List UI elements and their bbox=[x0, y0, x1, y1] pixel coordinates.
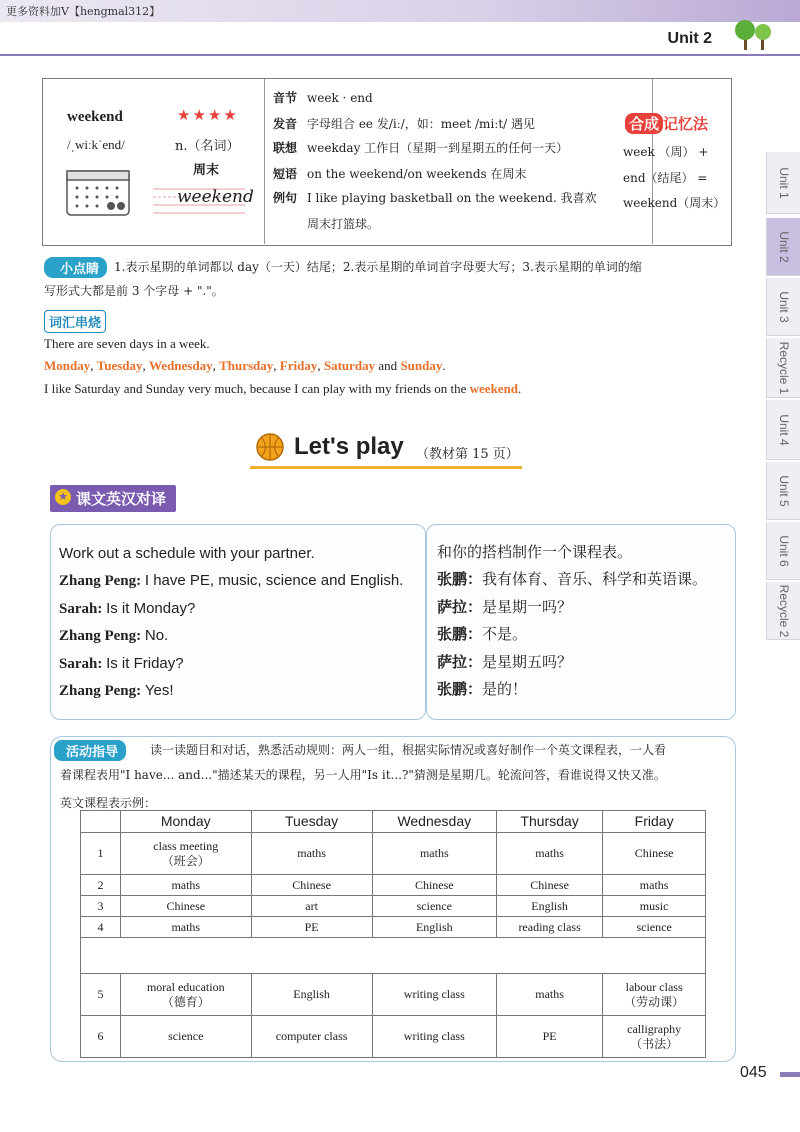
dialog-speaker: Zhang Peng: bbox=[59, 683, 145, 699]
unit-title: Unit 2 bbox=[667, 30, 712, 47]
side-tab-6[interactable] bbox=[766, 462, 800, 520]
day-word: Monday bbox=[44, 358, 91, 373]
schedule-cell-text: calligraphy bbox=[627, 1021, 682, 1036]
schedule-cell-text: PE bbox=[304, 919, 319, 934]
schedule-cell bbox=[496, 917, 602, 938]
dialog-text: 不是。 bbox=[482, 625, 528, 643]
schedule-header-cell: Friday bbox=[603, 811, 706, 833]
days-of-week-line bbox=[44, 358, 446, 374]
word-detail-text: week · end bbox=[307, 91, 373, 105]
schedule-cell bbox=[372, 896, 496, 917]
schedule-cell-text: （劳动课） bbox=[624, 994, 685, 1009]
day-separator: , bbox=[142, 358, 150, 373]
word-detail-label: 例句 bbox=[273, 191, 298, 205]
word-detail-label: 短语 bbox=[273, 167, 298, 181]
day-end: . bbox=[442, 358, 446, 373]
english-dialog-box bbox=[50, 524, 426, 720]
chinese-dialog-line bbox=[437, 678, 527, 699]
schedule-cell-text: Chinese bbox=[414, 877, 454, 892]
english-dialog-line bbox=[59, 627, 168, 645]
english-dialog-line bbox=[59, 572, 403, 590]
side-tab-3[interactable] bbox=[766, 278, 800, 336]
schedule-row bbox=[81, 833, 706, 875]
word-detail-text: I like playing basketball on the weekend. 我喜欢 bbox=[307, 191, 597, 205]
english-dialog-line bbox=[59, 655, 184, 673]
star-icon: ★ bbox=[55, 489, 71, 505]
chinese-dialog-line bbox=[437, 596, 572, 617]
schedule-cell-text: reading class bbox=[518, 919, 581, 934]
word-detail-row bbox=[273, 189, 597, 206]
word-card bbox=[42, 78, 732, 246]
schedule-row bbox=[81, 896, 706, 917]
schedule-row bbox=[81, 974, 706, 1016]
schedule-cell bbox=[251, 974, 372, 1016]
word-detail-text: 周末打篮球。 bbox=[307, 217, 380, 231]
period-number: 5 bbox=[81, 974, 121, 1016]
dialog-speaker: 张鹏： bbox=[437, 570, 483, 588]
side-tab-label: Unit 6 bbox=[776, 534, 791, 567]
schedule-cell bbox=[121, 896, 252, 917]
word-detail-label: 联想 bbox=[273, 141, 298, 155]
vocab-highlight-word: weekend bbox=[469, 381, 519, 396]
dialog-text: Work out a schedule with your partner. bbox=[59, 545, 315, 562]
schedule-cell bbox=[372, 917, 496, 938]
schedule-cell-text: science bbox=[416, 898, 452, 913]
word-part-of-speech: n.（名词） bbox=[175, 139, 240, 154]
schedule-cell-text: maths bbox=[297, 846, 326, 860]
schedule-row bbox=[81, 875, 706, 896]
schedule-cell bbox=[603, 917, 706, 938]
schedule-cell-text: moral education bbox=[146, 979, 225, 994]
dialog-speaker: Zhang Peng: bbox=[59, 628, 145, 644]
lets-play-title: Let's play bbox=[294, 433, 404, 460]
schedule-header-cell bbox=[81, 811, 121, 833]
word-detail-row bbox=[273, 215, 379, 232]
side-tab-label: Recycle 1 bbox=[776, 341, 791, 394]
schedule-cell bbox=[251, 875, 372, 896]
schedule-cell bbox=[496, 875, 602, 896]
side-tab-label: Unit 4 bbox=[776, 413, 791, 446]
dialog-text: 是的！ bbox=[482, 680, 528, 698]
dialog-text: Is it Monday? bbox=[106, 600, 196, 617]
side-tab-7[interactable] bbox=[766, 522, 800, 580]
dialog-speaker: Sarah: bbox=[59, 656, 107, 672]
schedule-table bbox=[80, 810, 706, 1058]
memory-method-title bbox=[625, 113, 708, 134]
schedule-cell-text: （班会） bbox=[161, 853, 210, 868]
day-separator: , bbox=[212, 358, 220, 373]
schedule-cell bbox=[603, 875, 706, 896]
schedule-cell-text: PE bbox=[542, 1029, 557, 1043]
dialog-text: 是星期五吗？ bbox=[482, 653, 573, 671]
page-number: 045 bbox=[740, 1064, 767, 1081]
watermark-text: 更多资料加V【hengmal312】 bbox=[6, 5, 161, 18]
activity-text-line: 读一读题目和对话，熟悉活动规则：两人一组，根据实际情况或喜好制作一个英文课程表，一人看 bbox=[150, 743, 667, 757]
schedule-cell bbox=[121, 974, 252, 1016]
schedule-header-cell: Monday bbox=[121, 811, 252, 833]
schedule-header-cell: Tuesday bbox=[251, 811, 372, 833]
dialog-speaker: 张鹏： bbox=[437, 625, 483, 643]
dialog-text: 我有体育、音乐、科学和英语课。 bbox=[482, 570, 708, 588]
side-tab-label: Recycle 2 bbox=[776, 584, 791, 637]
schedule-cell-text: （德育） bbox=[161, 994, 210, 1009]
english-dialog-line bbox=[59, 600, 195, 618]
side-tab-2[interactable] bbox=[766, 218, 800, 276]
schedule-cell bbox=[251, 1016, 372, 1058]
tip-label: 小点睛 bbox=[44, 257, 107, 278]
side-tab-4[interactable] bbox=[766, 338, 800, 398]
schedule-cell bbox=[251, 833, 372, 875]
schedule-cell bbox=[121, 875, 252, 896]
word-detail-row bbox=[273, 139, 568, 156]
memory-badge: 合成 bbox=[625, 113, 663, 134]
schedule-cell bbox=[251, 917, 372, 938]
dialog-speaker: Sarah: bbox=[59, 601, 107, 617]
english-dialog-line bbox=[59, 682, 174, 700]
day-word: Saturday bbox=[323, 358, 376, 373]
dialog-speaker: Zhang Peng: bbox=[59, 573, 145, 589]
schedule-cell-text: music bbox=[639, 898, 669, 913]
dialog-text: Yes! bbox=[144, 682, 174, 699]
vocab-sentence: There are seven days in a week. bbox=[44, 336, 210, 351]
dialog-text: I have PE, music, science and English. bbox=[144, 572, 404, 589]
chinese-dialog-box bbox=[426, 524, 736, 720]
schedule-cell bbox=[121, 833, 252, 875]
schedule-cell-text: Chinese bbox=[530, 877, 569, 892]
schedule-row bbox=[81, 1016, 706, 1058]
chinese-dialog-line bbox=[437, 651, 572, 672]
schedule-cell-text: writing class bbox=[403, 987, 465, 1001]
star-rating: ★★★★ bbox=[177, 106, 239, 124]
word-detail-text: weekday 工作日（星期一到星期五的任何一天） bbox=[307, 141, 569, 155]
side-tab-1[interactable] bbox=[766, 152, 800, 214]
schedule-cell bbox=[372, 1016, 496, 1058]
day-separator: , bbox=[317, 358, 324, 373]
dialog-speaker: 萨拉： bbox=[437, 598, 483, 616]
word-headword: weekend bbox=[67, 109, 123, 125]
schedule-header-row bbox=[81, 811, 706, 833]
side-tab-8[interactable] bbox=[766, 582, 800, 640]
schedule-cell-text: science bbox=[636, 919, 672, 934]
tip-text-line: 写形式大都是前 3 个字母 + "."。 bbox=[44, 284, 224, 298]
title-underline bbox=[250, 466, 522, 469]
tip-text-line: 1.表示星期的单词都以 day（一天）结尾；2.表示星期的单词首字母要大写；3.表示星期的单词的缩 bbox=[114, 260, 642, 274]
schedule-cell bbox=[496, 1016, 602, 1058]
dialog-text: 是星期一吗？ bbox=[482, 598, 573, 616]
schedule-header-cell: Wednesday bbox=[372, 811, 496, 833]
calendar-icon bbox=[63, 163, 133, 219]
side-tab-label: Unit 1 bbox=[776, 166, 791, 199]
schedule-body bbox=[81, 833, 706, 1058]
tree-icon bbox=[730, 16, 776, 52]
vocab-chain-label: 词汇串烧 bbox=[44, 310, 106, 333]
word-detail-row bbox=[273, 165, 527, 182]
vocab-sentence bbox=[44, 381, 521, 397]
schedule-cell-text: English bbox=[531, 898, 568, 913]
side-tab-label: Unit 3 bbox=[776, 290, 791, 323]
word-detail-row bbox=[273, 115, 535, 132]
day-word: Wednesday bbox=[149, 358, 213, 373]
chinese-dialog-line bbox=[437, 568, 707, 589]
day-and: and bbox=[375, 358, 401, 373]
schedule-cell-text: English bbox=[293, 987, 330, 1001]
schedule-cell-text: Chinese bbox=[166, 898, 206, 913]
handwriting-word: weekend bbox=[177, 187, 254, 207]
lets-play-subtitle: （教材第 15 页） bbox=[416, 447, 519, 462]
period-number: 2 bbox=[81, 875, 121, 896]
page-number-bar bbox=[780, 1072, 800, 1077]
day-separator: , bbox=[273, 358, 280, 373]
schedule-cell bbox=[603, 1016, 706, 1058]
memory-line: week （周） + bbox=[623, 145, 709, 159]
day-word: Friday bbox=[279, 358, 318, 373]
schedule-cell-text: maths bbox=[419, 846, 449, 860]
dialog-text: 和你的搭档制作一个课程表。 bbox=[437, 543, 633, 561]
schedule-cell-text: （书法） bbox=[630, 1036, 679, 1051]
schedule-header-cell: Thursday bbox=[496, 811, 602, 833]
word-detail-row bbox=[273, 89, 373, 106]
schedule-cell-text: class meeting bbox=[153, 838, 219, 853]
schedule-cell bbox=[603, 896, 706, 917]
schedule-cell bbox=[603, 833, 706, 875]
schedule-break-row bbox=[81, 938, 706, 974]
word-detail-label: 发音 bbox=[273, 117, 298, 131]
word-detail-text: on the weekend/on weekends 在周末 bbox=[307, 167, 527, 181]
memory-line: weekend（周末） bbox=[623, 196, 726, 210]
word-chinese-meaning: 周末 bbox=[193, 163, 220, 178]
schedule-row bbox=[81, 917, 706, 938]
schedule-cell-text: science bbox=[168, 1029, 204, 1043]
schedule-cell bbox=[121, 917, 252, 938]
memory-line: end（结尾） = bbox=[623, 171, 708, 185]
schedule-cell bbox=[121, 1016, 252, 1058]
word-phonetic: /ˌwiːkˈend/ bbox=[67, 137, 125, 152]
memory-title-text: 记忆法 bbox=[663, 115, 709, 133]
side-tab-label: Unit 2 bbox=[776, 230, 791, 263]
schedule-cell-text: maths bbox=[639, 877, 669, 892]
schedule-cell-text: English bbox=[415, 919, 453, 934]
vocab-sentence-text: I like Saturday and Sunday very much, because I can play with my friends on the bbox=[44, 381, 470, 396]
period-number: 1 bbox=[81, 833, 121, 875]
schedule-cell-text: Chinese bbox=[292, 877, 331, 892]
word-card-details bbox=[265, 79, 653, 244]
activity-text-line: 着课程表用"I have... and..."描述某天的课程，另一人用"Is it...?"猜测是星期几。轮流问答，看谁说得又快又准。 bbox=[60, 768, 666, 782]
schedule-cell bbox=[603, 974, 706, 1016]
side-tab-5[interactable] bbox=[766, 400, 800, 460]
day-word: Sunday bbox=[400, 358, 443, 373]
basketball-icon bbox=[255, 432, 285, 462]
dialog-text: No. bbox=[144, 627, 169, 644]
chinese-dialog-line bbox=[437, 541, 632, 562]
schedule-cell bbox=[372, 974, 496, 1016]
day-word: Tuesday bbox=[96, 358, 143, 373]
schedule-cell bbox=[372, 875, 496, 896]
word-detail-label: 音节 bbox=[273, 91, 298, 105]
schedule-cell-text: labour class bbox=[625, 979, 683, 994]
dialog-speaker: 萨拉： bbox=[437, 653, 483, 671]
schedule-break-cell bbox=[81, 938, 706, 974]
schedule-cell-text: maths bbox=[535, 987, 564, 1001]
schedule-cell bbox=[372, 833, 496, 875]
vocab-sentence-end: . bbox=[518, 381, 522, 396]
schedule-cell-text: maths bbox=[171, 877, 201, 892]
schedule-cell-text: writing class bbox=[403, 1029, 465, 1043]
side-tab-label: Unit 5 bbox=[776, 474, 791, 507]
dialog-text: Is it Friday? bbox=[106, 655, 184, 672]
schedule-cell bbox=[496, 833, 602, 875]
dialog-speaker: 张鹏： bbox=[437, 680, 483, 698]
english-dialog-line bbox=[59, 545, 315, 563]
schedule-cell bbox=[496, 896, 602, 917]
schedule-cell-text: computer class bbox=[275, 1029, 348, 1043]
period-number: 4 bbox=[81, 917, 121, 938]
schedule-cell-text: art bbox=[305, 898, 318, 913]
day-word: Thursday bbox=[219, 358, 274, 373]
day-separator: , bbox=[90, 358, 97, 373]
schedule-cell-text: Chinese bbox=[634, 846, 674, 860]
schedule-cell-text: maths bbox=[535, 846, 564, 860]
period-number: 3 bbox=[81, 896, 121, 917]
translation-label: 课文英汉对译 bbox=[50, 485, 176, 512]
period-number: 6 bbox=[81, 1016, 121, 1058]
chinese-dialog-line bbox=[437, 623, 527, 644]
schedule-cell bbox=[251, 896, 372, 917]
example-label: 英文课程表示例： bbox=[60, 796, 157, 810]
activity-label: 活动指导 bbox=[54, 740, 126, 761]
schedule-cell-text: maths bbox=[171, 919, 201, 934]
schedule-cell bbox=[496, 974, 602, 1016]
word-detail-text: 字母组合 ee 发/iː/，如：meet /miːt/ 遇见 bbox=[307, 117, 536, 131]
word-card-left bbox=[43, 79, 265, 244]
